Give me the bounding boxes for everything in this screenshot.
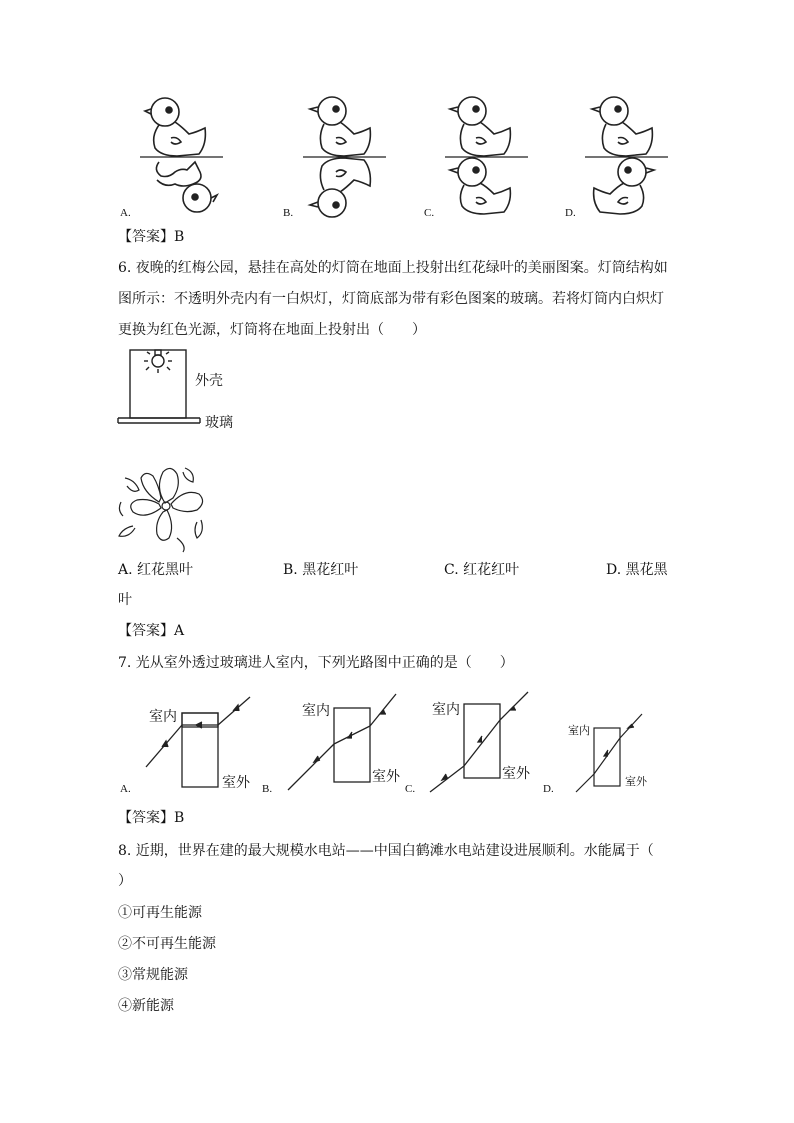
q6-option-c[interactable]: C. 红花红叶: [444, 562, 520, 578]
q8-question-line-2: ）: [118, 873, 132, 889]
q7-option-c[interactable]: C.: [405, 783, 416, 795]
q7-answer: 【答案】B: [118, 810, 185, 826]
lamp-glass-label: 玻璃: [205, 415, 233, 431]
duck-figure-a: [135, 92, 235, 222]
q7a-outdoor-label: 室外: [222, 775, 250, 791]
q6-option-d-wrap: 叶: [118, 592, 132, 608]
flower-pattern-figure: [115, 458, 215, 553]
duck-figure-d: [580, 92, 680, 222]
q6-option-b[interactable]: B. 黑花红叶: [283, 562, 359, 578]
q5-answer: 【答案】B: [118, 229, 185, 245]
q7a-indoor-label: 室内: [149, 709, 177, 725]
q7c-outdoor-label: 室外: [502, 766, 530, 782]
q8-choice-3[interactable]: ③常规能源: [118, 967, 188, 983]
q7b-outdoor-label: 室外: [372, 769, 400, 785]
lamp-shell-label: 外壳: [195, 373, 223, 389]
duck-figure-c: [440, 92, 540, 222]
q6-answer: 【答案】A: [118, 623, 185, 639]
q7-option-d[interactable]: D.: [543, 783, 554, 795]
q8-question-line-1: 8. 近期，世界在建的最大规模水电站——中国白鹤滩水电站建设进展顺利。水能属于（: [118, 843, 654, 859]
q5-option-b[interactable]: B.: [283, 207, 294, 219]
q7d-indoor-label: 室内: [568, 724, 590, 737]
q6-question-line-1: 6. 夜晚的红梅公园，悬挂在高处的灯筒在地面上投射出红花绿叶的美丽图案。灯筒结构如: [118, 260, 668, 276]
q5-option-d[interactable]: D.: [565, 207, 576, 219]
q8-choice-4[interactable]: ④新能源: [118, 998, 174, 1014]
q7d-outdoor-label: 室外: [625, 775, 647, 788]
q6-question-line-3: 更换为红色光源，灯筒将在地面上投射出（ ）: [118, 322, 426, 338]
q7-question-line-1: 7. 光从室外透过玻璃进人室内，下列光路图中正确的是（ ）: [118, 655, 514, 671]
q7c-indoor-label: 室内: [432, 702, 460, 718]
q8-choice-1[interactable]: ①可再生能源: [118, 905, 202, 921]
q6-option-a[interactable]: A. 红花黑叶: [118, 562, 194, 578]
duck-figure-b: [298, 92, 398, 222]
q5-option-a[interactable]: A.: [120, 207, 131, 219]
q7b-indoor-label: 室内: [302, 703, 330, 719]
q5-option-c[interactable]: C.: [424, 207, 435, 219]
q6-question-line-2: 图所示：不透明外壳内有一白炽灯，灯筒底部为带有彩色图案的玻璃。若将灯筒内白炽灯: [118, 291, 664, 307]
q8-choice-2[interactable]: ②不可再生能源: [118, 936, 216, 952]
q7-option-a[interactable]: A.: [120, 783, 131, 795]
q6-option-d[interactable]: D. 黑花黑: [606, 562, 668, 578]
q7-option-b[interactable]: B.: [262, 783, 273, 795]
